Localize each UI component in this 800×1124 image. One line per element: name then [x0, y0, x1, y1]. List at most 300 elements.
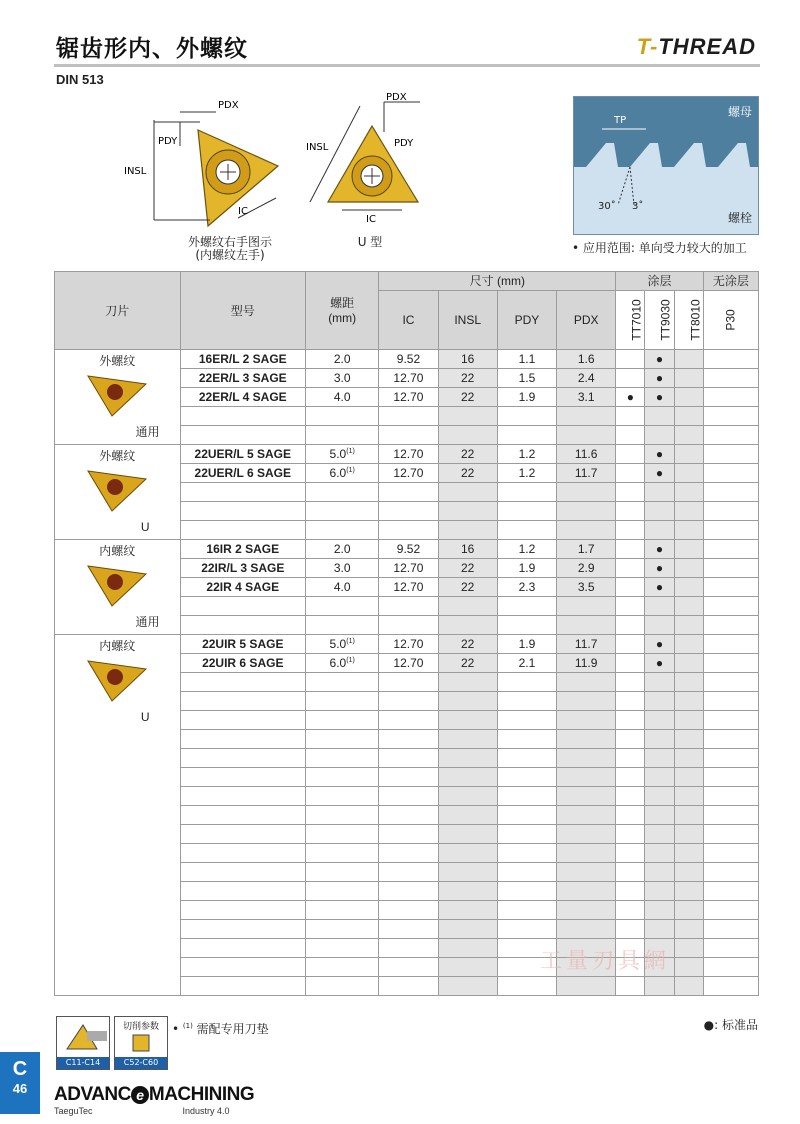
- model-cell: [180, 692, 306, 711]
- tt9030-cell: ●: [645, 388, 674, 407]
- pdx-cell: [557, 844, 616, 863]
- tt8010-cell: [674, 958, 703, 977]
- ic-cell: [379, 426, 438, 445]
- tt8010-cell: [674, 521, 703, 540]
- application-scope: • 应用范围: 单向受力较大的加工: [572, 241, 747, 255]
- pdy-cell: [497, 426, 556, 445]
- tool-type-label: 内螺纹: [99, 639, 136, 653]
- tt9030-cell: [645, 901, 674, 920]
- header-pdy: PDY: [497, 291, 556, 350]
- tt8010-cell: [674, 616, 703, 635]
- p30-cell: [703, 749, 758, 768]
- p30-cell: [703, 882, 758, 901]
- tt7010-cell: [616, 768, 645, 787]
- pdy-cell: [497, 844, 556, 863]
- tool-type-label: 外螺纹: [99, 354, 136, 368]
- ic-cell: 9.52: [379, 540, 438, 559]
- tt9030-cell: [645, 920, 674, 939]
- spec-table-body: [55, 350, 759, 996]
- tt7010-cell: [616, 882, 645, 901]
- ic-cell: [379, 502, 438, 521]
- tt7010-cell: [616, 787, 645, 806]
- pitch-cell: 3.0: [306, 369, 379, 388]
- tt9030-cell: [645, 483, 674, 502]
- header-ic: IC: [379, 291, 438, 350]
- icon2-label: C52-C60: [115, 1057, 167, 1069]
- tt8010-cell: [674, 464, 703, 483]
- tt9030-cell: [645, 711, 674, 730]
- p30-cell: [703, 350, 758, 369]
- p30-cell: [703, 426, 758, 445]
- caption-line-2: (内螺纹左手): [195, 248, 265, 262]
- pdx-cell: [557, 616, 616, 635]
- tt8010-cell: [674, 483, 703, 502]
- pitch-cell: [306, 616, 379, 635]
- insert-image: [82, 560, 152, 608]
- insl-cell: [438, 711, 497, 730]
- pitch-cell: [306, 483, 379, 502]
- model-cell: [180, 502, 306, 521]
- tt8010-cell: [674, 939, 703, 958]
- insl-cell: [438, 673, 497, 692]
- pdy-label-u: PDY: [394, 138, 414, 149]
- tt9030-cell: [645, 730, 674, 749]
- p30-cell: [703, 597, 758, 616]
- ic-cell: [379, 939, 438, 958]
- model-cell: [180, 882, 306, 901]
- insl-cell: [438, 692, 497, 711]
- insert-image: [82, 370, 152, 418]
- pdx-cell: [557, 426, 616, 445]
- p30-cell: [703, 730, 758, 749]
- header-tt8010: [674, 291, 703, 350]
- insl-cell: 22: [438, 369, 497, 388]
- insl-cell: [438, 730, 497, 749]
- insl-cell: 22: [438, 635, 497, 654]
- pdy-cell: [497, 977, 556, 996]
- insl-cell: 22: [438, 578, 497, 597]
- insl-cell: [438, 901, 497, 920]
- tp-label: TP: [614, 115, 627, 126]
- ic-cell: [379, 806, 438, 825]
- pdy-cell: [497, 787, 556, 806]
- thread-profile-panel: [573, 96, 759, 235]
- spec-table: [54, 271, 759, 996]
- pitch-cell: [306, 692, 379, 711]
- model-cell: 16IR 2 SAGE: [180, 540, 306, 559]
- insl-cell: [438, 920, 497, 939]
- insert-diagram-standard: [120, 96, 290, 236]
- footnote-mark: (1): [182, 1022, 193, 1030]
- tt9030-cell: ●: [645, 654, 674, 673]
- tt9030-cell: [645, 749, 674, 768]
- pitch-cell: [306, 502, 379, 521]
- ic-cell: [379, 673, 438, 692]
- p30-cell: [703, 806, 758, 825]
- p30-cell: [703, 388, 758, 407]
- p30-cell: [703, 483, 758, 502]
- tt8010-cell: [674, 768, 703, 787]
- pitch-cell: [306, 521, 379, 540]
- ic-cell: 12.70: [379, 369, 438, 388]
- ic-cell: [379, 407, 438, 426]
- tt7010-cell: [616, 369, 645, 388]
- ic-cell: [379, 958, 438, 977]
- tt7010-cell: [616, 445, 645, 464]
- tool-cell: [55, 445, 181, 540]
- pdx-cell: [557, 502, 616, 521]
- model-cell: [180, 901, 306, 920]
- pitch-cell: [306, 939, 379, 958]
- insl-cell: [438, 806, 497, 825]
- header-tt7010: [616, 291, 645, 350]
- insl-cell: [438, 977, 497, 996]
- ic-cell: [379, 787, 438, 806]
- insl-cell: [438, 768, 497, 787]
- model-cell: [180, 711, 306, 730]
- model-cell: [180, 977, 306, 996]
- tt9030-cell: ●: [645, 635, 674, 654]
- tt7010-cell: [616, 901, 645, 920]
- pdy-cell: 1.9: [497, 635, 556, 654]
- ic-cell: 12.70: [379, 445, 438, 464]
- insl-cell: [438, 939, 497, 958]
- tt7010-cell: [616, 977, 645, 996]
- tt7010-cell: [616, 407, 645, 426]
- pdx-cell: 3.1: [557, 388, 616, 407]
- model-cell: 22UER/L 6 SAGE: [180, 464, 306, 483]
- pitch-value: 6.0: [329, 466, 347, 480]
- ic-cell: [379, 597, 438, 616]
- pdy-cell: [497, 502, 556, 521]
- pitch-cell: [306, 407, 379, 426]
- tt9030-cell: [645, 787, 674, 806]
- pdx-cell: [557, 483, 616, 502]
- model-cell: 22ER/L 3 SAGE: [180, 369, 306, 388]
- logo-sub-left: TaeguTec: [54, 1106, 93, 1116]
- pdy-cell: [497, 673, 556, 692]
- p30-cell: [703, 521, 758, 540]
- tt7010-cell: [616, 540, 645, 559]
- insl-cell: [438, 521, 497, 540]
- header-divider: [54, 64, 760, 67]
- model-cell: [180, 407, 306, 426]
- ic-cell: [379, 483, 438, 502]
- ic-cell: 12.70: [379, 464, 438, 483]
- brand-prefix: T-: [636, 34, 659, 59]
- tt9030-cell: [645, 825, 674, 844]
- ic-cell: [379, 768, 438, 787]
- p30-cell: [703, 787, 758, 806]
- pitch-cell: [306, 768, 379, 787]
- tt8010-cell: [674, 559, 703, 578]
- pdx-cell: 1.7: [557, 540, 616, 559]
- tt7010-cell: [616, 635, 645, 654]
- pitch-cell: [306, 730, 379, 749]
- insert-image: [82, 655, 152, 703]
- insl-cell: 22: [438, 445, 497, 464]
- header-dimensions: 尺寸 (mm): [379, 272, 616, 291]
- pitch-label: 螺距: [330, 295, 355, 310]
- header-pitch: [306, 272, 379, 350]
- model-cell: [180, 730, 306, 749]
- pdx-cell: 11.6: [557, 445, 616, 464]
- model-cell: [180, 749, 306, 768]
- tt9030-cell: ●: [645, 540, 674, 559]
- model-cell: [180, 844, 306, 863]
- p30-cell: [703, 407, 758, 426]
- insl-cell: [438, 958, 497, 977]
- footnote: • $^{(1)}$ 需配专用刀垫: [172, 1022, 269, 1036]
- pdx-cell: [557, 977, 616, 996]
- footnote-ref: (1): [346, 448, 355, 455]
- pdy-cell: [497, 483, 556, 502]
- insl-cell: [438, 616, 497, 635]
- tt9030-cell: [645, 426, 674, 445]
- model-cell: [180, 616, 306, 635]
- tt8010-cell: [674, 635, 703, 654]
- tt9030-cell: [645, 768, 674, 787]
- model-cell: [180, 426, 306, 445]
- ic-cell: [379, 825, 438, 844]
- p30-cell: [703, 863, 758, 882]
- tt8010-cell: [674, 920, 703, 939]
- model-cell: 22UIR 6 SAGE: [180, 654, 306, 673]
- tt7010-cell: [616, 483, 645, 502]
- model-cell: 22UIR 5 SAGE: [180, 635, 306, 654]
- pitch-cell: [306, 445, 379, 464]
- insl-cell: [438, 407, 497, 426]
- p30-cell: [703, 502, 758, 521]
- tt8010-cell: [674, 407, 703, 426]
- pdy-cell: [497, 749, 556, 768]
- header-insl: INSL: [438, 291, 497, 350]
- tt9030-cell: [645, 597, 674, 616]
- footnote-ref: (1): [346, 467, 355, 474]
- pdx-cell: [557, 597, 616, 616]
- pitch-cell: [306, 654, 379, 673]
- tt9030-cell: ●: [645, 350, 674, 369]
- model-cell: [180, 958, 306, 977]
- tt9030-cell: [645, 863, 674, 882]
- p30-cell: [703, 920, 758, 939]
- icon2-caption: 切削参数: [122, 1022, 159, 1032]
- tt7010-cell: [616, 730, 645, 749]
- model-cell: [180, 597, 306, 616]
- ic-cell: [379, 692, 438, 711]
- p30-cell: [703, 844, 758, 863]
- p30-cell: [703, 768, 758, 787]
- tt7010-cell: [616, 578, 645, 597]
- insl-cell: 22: [438, 654, 497, 673]
- pdx-cell: [557, 521, 616, 540]
- insl-cell: [438, 749, 497, 768]
- tt8010-cell: [674, 863, 703, 882]
- tt7010-label: TT7010: [629, 299, 644, 341]
- angle-3-label: 3˚: [632, 201, 644, 212]
- pitch-cell: [306, 863, 379, 882]
- p30-cell: [703, 958, 758, 977]
- tt8010-label: TT8010: [688, 299, 703, 341]
- insl-cell: [438, 844, 497, 863]
- tt9030-cell: ●: [645, 445, 674, 464]
- pdy-cell: [497, 768, 556, 787]
- tt7010-cell: [616, 920, 645, 939]
- pdx-cell: 11.9: [557, 654, 616, 673]
- tt7010-cell: [616, 692, 645, 711]
- pitch-value: 5.0: [329, 447, 347, 461]
- tt7010-cell: [616, 711, 645, 730]
- pitch-cell: [306, 787, 379, 806]
- table-row: [55, 350, 759, 369]
- pitch-cell: [306, 597, 379, 616]
- tt8010-cell: [674, 502, 703, 521]
- pdy-cell: [497, 521, 556, 540]
- ic-cell: 12.70: [379, 559, 438, 578]
- pdx-cell: 2.9: [557, 559, 616, 578]
- tt8010-cell: [674, 654, 703, 673]
- p30-cell: [703, 825, 758, 844]
- p30-label: P30: [723, 309, 738, 331]
- header-uncoated: 无涂层: [703, 272, 758, 291]
- logo-part-b: MACHINING: [148, 1084, 255, 1105]
- pdy-cell: 1.9: [497, 388, 556, 407]
- insert-reference-icon[interactable]: [56, 1016, 110, 1070]
- pitch-cell: [306, 844, 379, 863]
- footnote-ref: (1): [346, 657, 355, 664]
- page-title: 锯齿形内、外螺纹: [56, 36, 248, 62]
- tt8010-cell: [674, 730, 703, 749]
- pdx-cell: 11.7: [557, 635, 616, 654]
- ic-cell: [379, 920, 438, 939]
- model-cell: [180, 825, 306, 844]
- pdx-cell: 2.4: [557, 369, 616, 388]
- tt9030-cell: [645, 616, 674, 635]
- ic-cell: 12.70: [379, 578, 438, 597]
- tool-cell: [55, 350, 181, 445]
- pdy-cell: 1.2: [497, 445, 556, 464]
- icon1-label: C11-C14: [57, 1057, 109, 1069]
- nut-label: 螺母: [727, 105, 752, 119]
- table-row: [55, 540, 759, 559]
- ic-label: IC: [238, 206, 248, 217]
- tool-type-label: 外螺纹: [99, 449, 136, 463]
- pdx-cell: [557, 730, 616, 749]
- pdy-cell: 1.5: [497, 369, 556, 388]
- pdy-cell: [497, 806, 556, 825]
- insl-cell: 22: [438, 388, 497, 407]
- tt9030-cell: [645, 692, 674, 711]
- pdy-cell: 1.9: [497, 559, 556, 578]
- insl-cell: 16: [438, 540, 497, 559]
- tt8010-cell: [674, 692, 703, 711]
- pitch-cell: [306, 825, 379, 844]
- model-cell: 22ER/L 4 SAGE: [180, 388, 306, 407]
- pdx-cell: [557, 825, 616, 844]
- pdy-cell: [497, 825, 556, 844]
- insl-label-u: INSL: [306, 142, 329, 153]
- tt9030-cell: ●: [645, 578, 674, 597]
- pdx-cell: [557, 920, 616, 939]
- pdx-cell: [557, 787, 616, 806]
- tt8010-cell: [674, 388, 703, 407]
- table-row: [55, 635, 759, 654]
- pdy-label: PDY: [158, 136, 178, 147]
- ic-cell: [379, 616, 438, 635]
- tt7010-cell: ●: [616, 388, 645, 407]
- p30-cell: [703, 673, 758, 692]
- footnote-text: 需配专用刀垫: [196, 1022, 269, 1036]
- ic-cell: [379, 882, 438, 901]
- pdx-cell: [557, 749, 616, 768]
- pdy-cell: [497, 730, 556, 749]
- section-tab: [0, 1052, 40, 1114]
- brand-main: THREAD: [658, 34, 756, 59]
- pitch-cell: 2.0: [306, 540, 379, 559]
- pdy-cell: 1.2: [497, 540, 556, 559]
- model-cell: [180, 939, 306, 958]
- p30-cell: [703, 616, 758, 635]
- pdy-cell: [497, 920, 556, 939]
- pdy-cell: [497, 692, 556, 711]
- tt8010-cell: [674, 540, 703, 559]
- tt9030-cell: [645, 502, 674, 521]
- pitch-cell: 3.0: [306, 559, 379, 578]
- tt8010-cell: [674, 749, 703, 768]
- model-cell: [180, 673, 306, 692]
- pitch-value: 5.0: [329, 637, 347, 651]
- tt9030-cell: [645, 977, 674, 996]
- header-model: 型号: [180, 272, 306, 350]
- tt8010-cell: [674, 901, 703, 920]
- insl-label: INSL: [124, 166, 147, 177]
- model-cell: 16ER/L 2 SAGE: [180, 350, 306, 369]
- ic-cell: 12.70: [379, 654, 438, 673]
- p30-cell: [703, 445, 758, 464]
- model-cell: 22IR/L 3 SAGE: [180, 559, 306, 578]
- pdx-cell: 1.6: [557, 350, 616, 369]
- p30-cell: [703, 464, 758, 483]
- pitch-cell: [306, 977, 379, 996]
- tt7010-cell: [616, 749, 645, 768]
- tt7010-cell: [616, 521, 645, 540]
- pdy-cell: 2.1: [497, 654, 556, 673]
- tt7010-cell: [616, 806, 645, 825]
- tool-sub-label: 通用: [135, 615, 160, 629]
- pitch-cell: [306, 635, 379, 654]
- model-cell: [180, 483, 306, 502]
- pdx-cell: [557, 768, 616, 787]
- tt9030-cell: ●: [645, 369, 674, 388]
- insert-image: [82, 465, 152, 513]
- tt7010-cell: [616, 597, 645, 616]
- insl-cell: [438, 863, 497, 882]
- insl-cell: [438, 787, 497, 806]
- pdx-cell: [557, 673, 616, 692]
- standard-legend: ●: 标准品: [703, 1018, 758, 1032]
- pdy-cell: 2.3: [497, 578, 556, 597]
- standard-subtitle: DIN 513: [56, 72, 104, 87]
- p30-cell: [703, 901, 758, 920]
- pdx-cell: 11.7: [557, 464, 616, 483]
- p30-cell: [703, 369, 758, 388]
- pdx-cell: [557, 901, 616, 920]
- cutting-params-icon[interactable]: [114, 1016, 168, 1070]
- pdx-cell: [557, 711, 616, 730]
- pdy-cell: 1.2: [497, 464, 556, 483]
- tt7010-cell: [616, 654, 645, 673]
- p30-cell: [703, 635, 758, 654]
